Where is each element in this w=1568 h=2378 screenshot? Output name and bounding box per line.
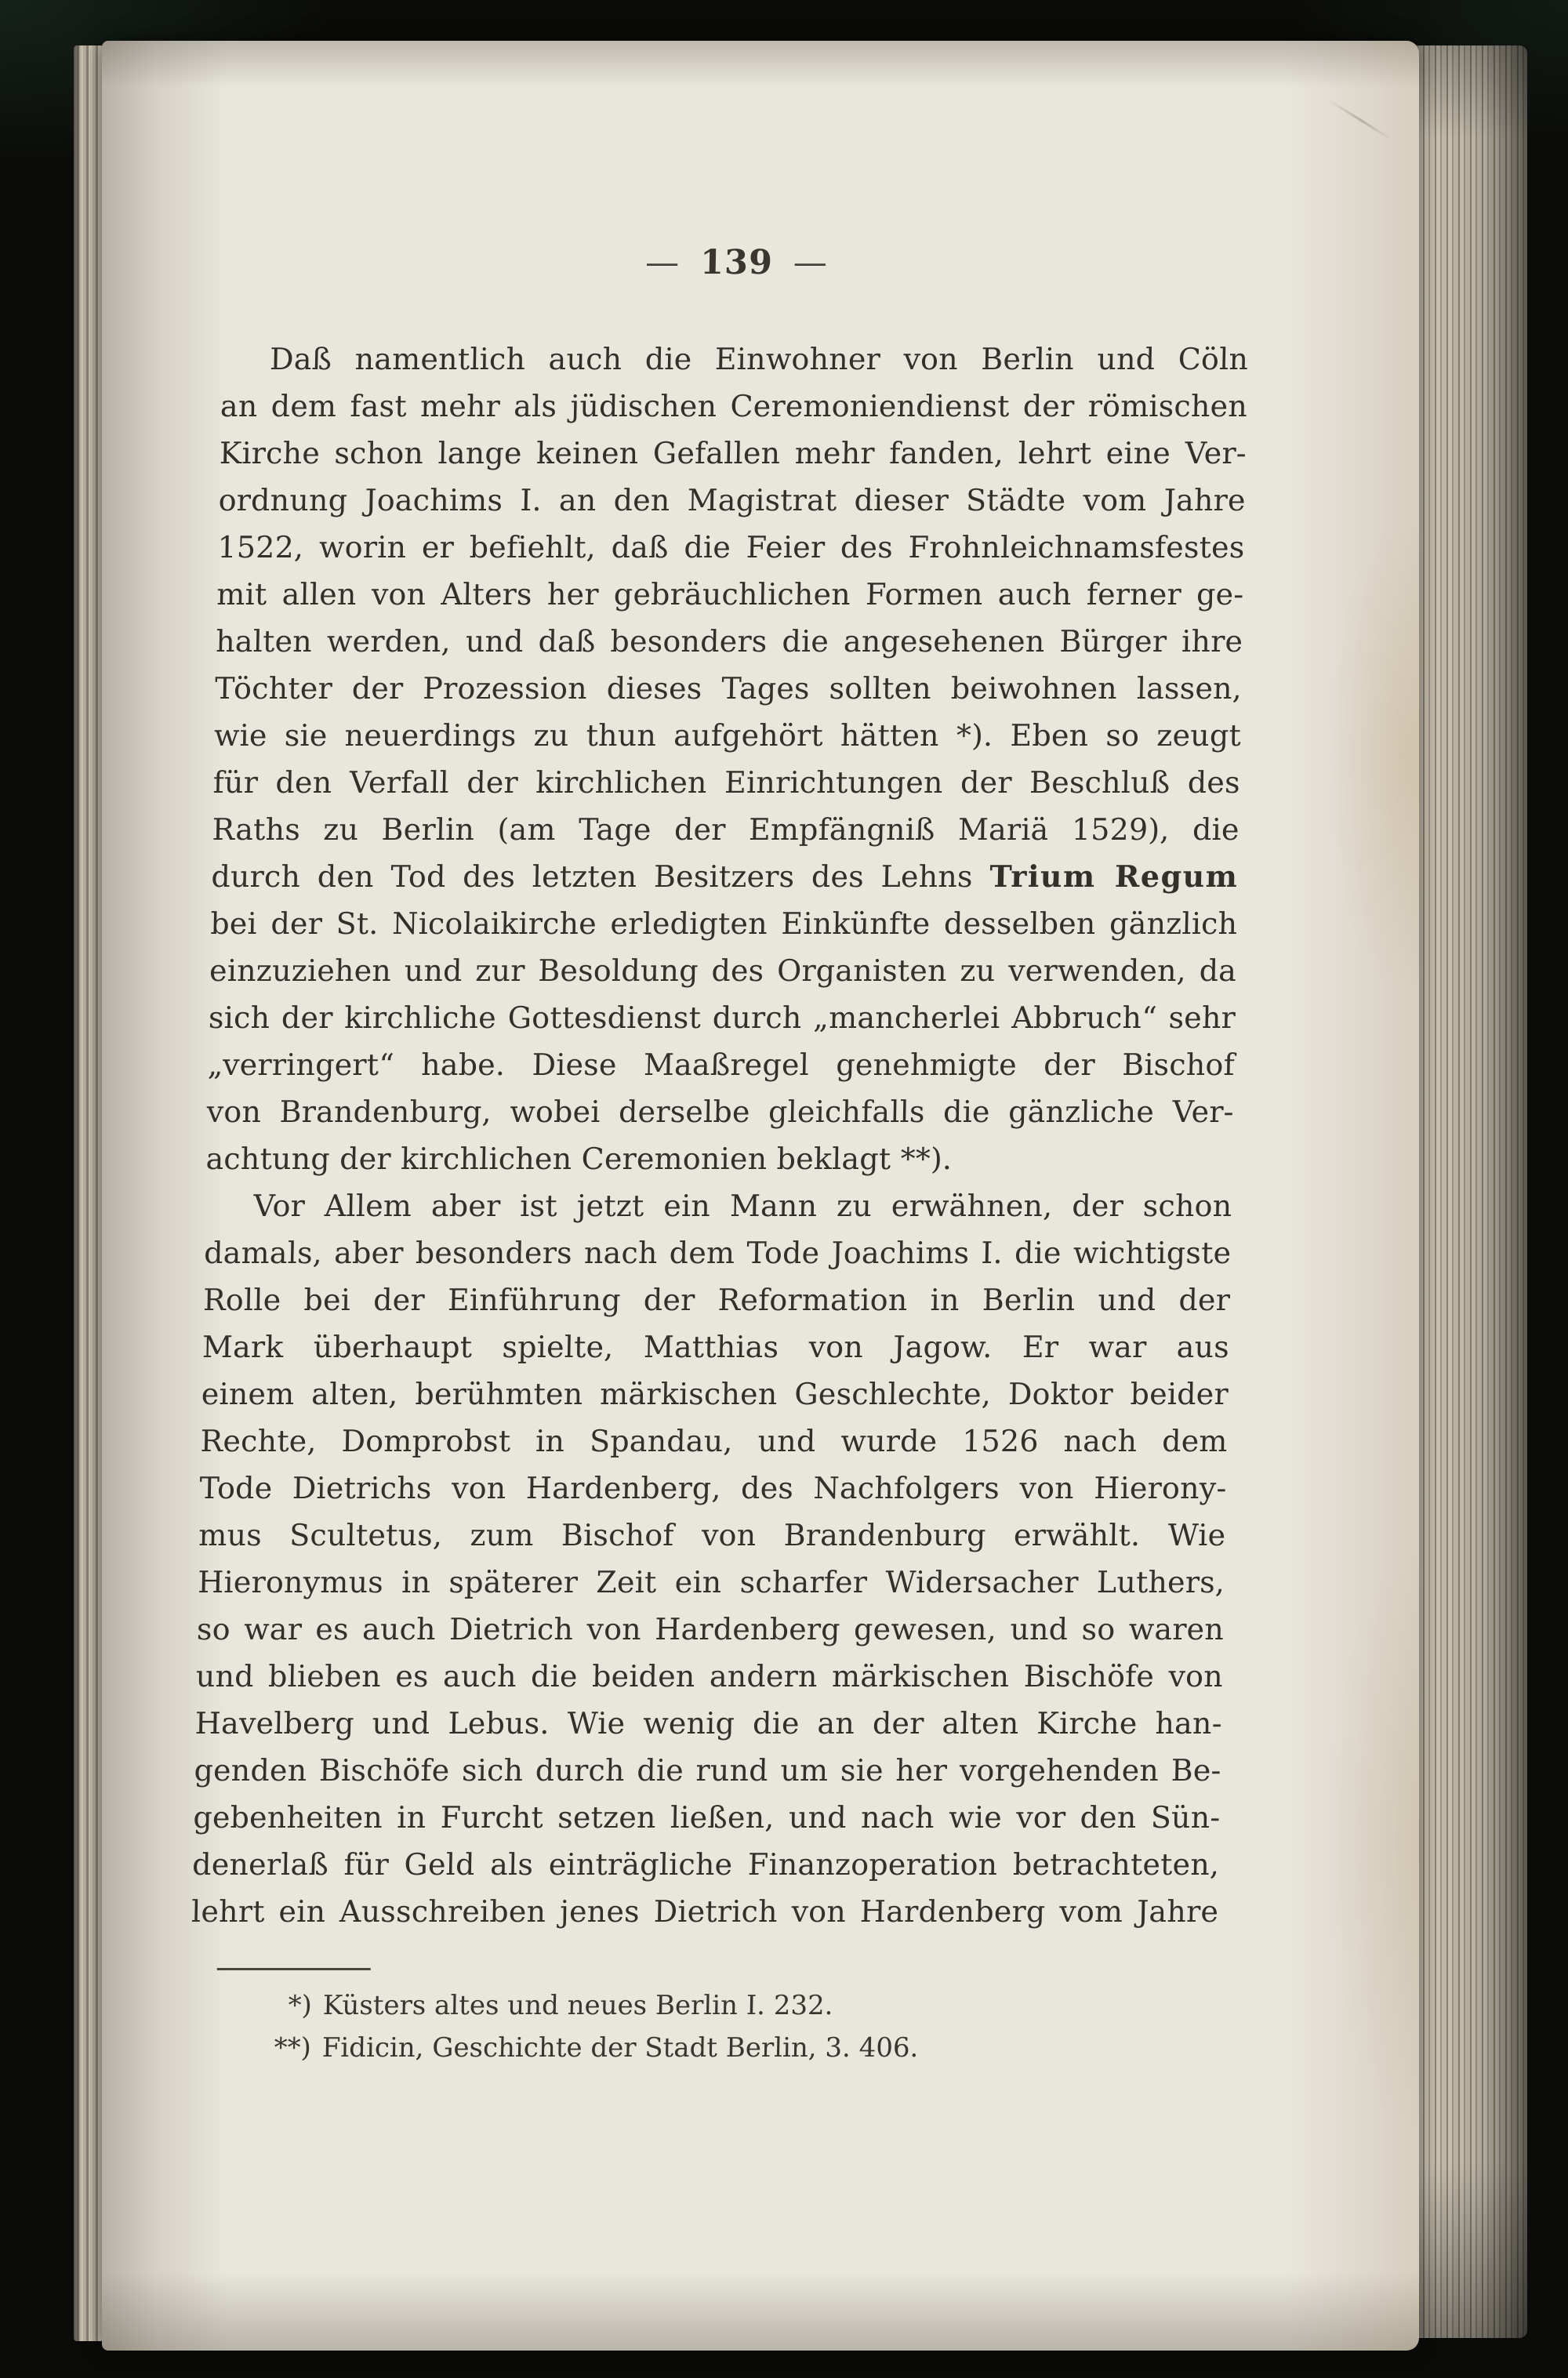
text-line: Vor Allem aber ist jetzt ein Mann zu erwähnen, der schon bbox=[252, 1189, 1232, 1223]
footnote-separator-rule bbox=[217, 1968, 371, 1970]
text-line: für den Verfall der kirchlichen Einrichtungen der Beschluß des bbox=[212, 765, 1241, 800]
text-line: mus Scultetus, zum Bischof von Brandenburg erwählt. Wie bbox=[198, 1518, 1226, 1552]
text-line: Töchter der Prozession dieses Tages sollten beiwohnen lassen, bbox=[214, 671, 1243, 706]
text-line: Mark überhaupt spielte, Matthias von Jagow. Er war aus bbox=[201, 1330, 1230, 1364]
footnote bbox=[188, 2027, 1216, 2069]
antiqua-term: Trium Regum bbox=[989, 859, 1239, 894]
footnote-marker: **) bbox=[274, 2032, 312, 2064]
text-line: halten werden, und daß besonders die angesehenen Bürger ihre bbox=[215, 624, 1243, 659]
left-page-edges bbox=[74, 45, 103, 2341]
text-line: achtung der kirchlichen Ceremonien beklagt **). bbox=[205, 1142, 953, 1176]
footnote-text: Küsters altes und neues Berlin I. 232. bbox=[322, 1990, 833, 2021]
text-line: an dem fast mehr als jüdischen Ceremoniendienst der römischen bbox=[220, 389, 1248, 423]
text-line: von Brandenburg, wobei derselbe gleichfalls die gänzliche Ver- bbox=[206, 1095, 1235, 1129]
text-line: genden Bischöfe sich durch die rund um sie her vorgehenden Be- bbox=[194, 1753, 1222, 1788]
text-line: Rolle bei der Einführung der Reformation in Berlin und der bbox=[202, 1283, 1231, 1317]
page-number: 139 bbox=[699, 243, 774, 282]
text-line: und blieben es auch die beiden andern märkischen Bischöfe von bbox=[195, 1659, 1224, 1694]
text-line: Rechte, Domprobst in Spandau, und wurde 1526 nach dem bbox=[200, 1424, 1229, 1458]
footnote-block bbox=[188, 1968, 1217, 2069]
header-dash-right: — bbox=[793, 243, 829, 282]
text-line: Raths zu Berlin (am Tage der Empfängniß Mariä 1529), die bbox=[212, 812, 1240, 847]
text-line: wie sie neuerdings zu thun aufgehört hätten *). Eben so zeugt bbox=[213, 718, 1242, 753]
body-text bbox=[191, 336, 1249, 1935]
text-line: denerlaß für Geld als einträgliche Finanzoperation betrachteten, bbox=[191, 1847, 1220, 1882]
text-line: so war es auch Dietrich von Hardenberg gewesen, und so waren bbox=[196, 1612, 1225, 1646]
text-line: damals, aber besonders nach dem Tode Joachims I. die wichtigste bbox=[203, 1236, 1232, 1270]
text-line: Tode Dietrichs von Hardenberg, des Nachfolgers von Hierony- bbox=[199, 1471, 1227, 1505]
text-line: ordnung Joachims I. an den Magistrat dieser Städte vom Jahre bbox=[218, 483, 1247, 517]
text-line: bei der St. Nicolaikirche erledigten Einkünfte desselben gänzlich bbox=[209, 906, 1238, 941]
text-line: lehrt ein Ausschreiben jenes Dietrich von Hardenberg vom Jahre bbox=[191, 1894, 1219, 1929]
footnote-marker: *) bbox=[288, 1990, 313, 2021]
text-line: Daß namentlich auch die Einwohner von Berlin und Cöln bbox=[269, 342, 1249, 376]
footnote-text: Fidicin, Geschichte der Stadt Berlin, 3. 406. bbox=[321, 2032, 919, 2064]
text-line: einzuziehen und zur Besoldung des Organisten zu verwenden, da bbox=[209, 953, 1237, 988]
footnote bbox=[189, 1984, 1217, 2027]
text-line: gebenheiten in Furcht setzen ließen, und nach wie vor den Sün- bbox=[193, 1800, 1221, 1835]
text-line: Havelberg und Lebus. Wie wenig die an der alten Kirche han- bbox=[194, 1706, 1223, 1741]
paragraph bbox=[191, 1182, 1232, 1935]
text-line: Hieronymus in späterer Zeit ein scharfer Widersacher Luthers, bbox=[197, 1565, 1225, 1599]
text-line: „verringert“ habe. Diese Maaßregel genehmigte der Bischof bbox=[207, 1047, 1236, 1082]
header-dash-left: — bbox=[644, 243, 681, 282]
text-line: Kirche schon lange keinen Gefallen mehr fanden, lehrt eine Ver- bbox=[219, 436, 1247, 470]
right-page-edge-stack bbox=[1413, 45, 1527, 2338]
text-line: 1522, worin er befiehlt, daß die Feier des Frohnleichnamsfestes bbox=[217, 530, 1245, 565]
text-line: einem alten, berühmten märkischen Geschlechte, Doktor beider bbox=[201, 1377, 1229, 1411]
text-line: mit allen von Alters her gebräuchlichen Formen auch ferner ge- bbox=[216, 577, 1244, 612]
page-header bbox=[223, 243, 1250, 292]
text-layer bbox=[188, 243, 1250, 2069]
text-line: sich der kirchliche Gottesdienst durch „mancherlei Abbruch“ sehr bbox=[208, 1000, 1236, 1035]
footnote-list bbox=[188, 1984, 1217, 2069]
book-page bbox=[102, 41, 1419, 2351]
text-line: durch den Tod des letzten Besitzers des Lehns Trium Regum bbox=[211, 859, 1239, 894]
paragraph bbox=[205, 336, 1249, 1182]
